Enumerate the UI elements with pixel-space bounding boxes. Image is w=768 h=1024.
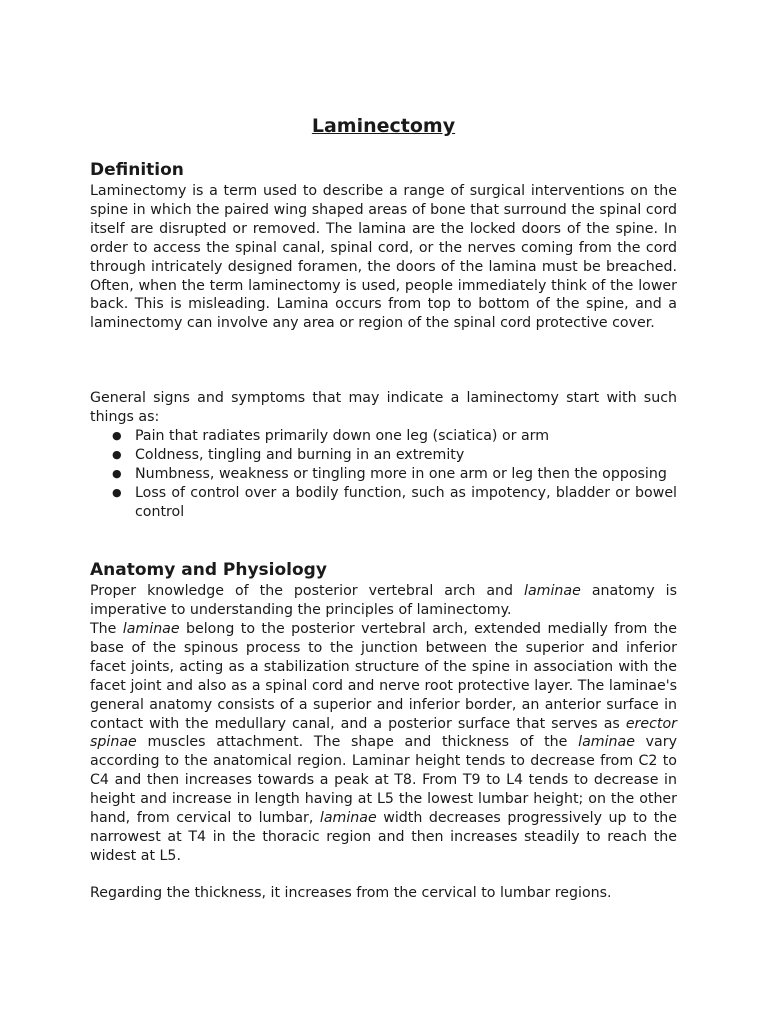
signs-intro: General signs and symptoms that may indicate a laminectomy start with such things as:	[90, 390, 677, 425]
bullet-icon: ●	[112, 466, 122, 480]
bullet-icon: ●	[112, 447, 122, 461]
text-run: width decreases progressively up to the narrowest at T4 in the thoracic region and then increases steadily to reach the widest at L5.	[90, 810, 677, 864]
bullet-icon: ●	[112, 429, 122, 442]
definition-paragraph: Laminectomy is a term used to describe a range of surgical interventions on the spine in which the paired wing shaped areas of bone that surround the spinal cord itself are disrupted or removed. The lamina are the locked doors of the spine. In order to access the spinal canal, spinal cord, or the nerves coming from the cord through intricately designed foramen, the doors of the lamina must be breached. Often, when the term laminectomy is used, people immediately think of the lower back. This is misleading. Lamina occurs from top to bottom of the spine, and a laminectomy can involve any area or region of the spinal cord protective cover.	[90, 183, 677, 332]
anatomy-heading: Anatomy and Physiology	[90, 560, 327, 580]
italic-term: laminae	[578, 734, 635, 751]
list-item-text: Numbness, weakness or tingling more in one arm or leg then the opposing	[135, 465, 667, 482]
bullet-icon: ●	[112, 485, 122, 499]
anatomy-paragraph-2	[90, 620, 677, 866]
list-item	[90, 465, 677, 484]
list-item-text: Pain that radiates primarily down one leg (sciatica) or arm	[135, 428, 550, 444]
italic-term: erector spinae	[90, 715, 677, 751]
list-item	[90, 427, 677, 446]
list-item-text: Loss of control over a bodily function, such as impotency, bladder or bowel control	[135, 484, 677, 520]
text-run: anatomy is imperative to understanding the principles of laminectomy.	[90, 583, 677, 618]
text-run: vary according to the anatomical region. Laminar height tends to decrease from C2 to C4 and then increases towards a peak at T8. From T9 to L4 tends to decrease in height and increase in length having at L5 the lowest lumbar height; on the other hand, from cervical to lumbar,	[90, 734, 677, 827]
list-item	[90, 484, 677, 522]
anatomy-paragraph-1	[90, 582, 677, 620]
anatomy-paragraph-3: Regarding the thickness, it increases from the cervical to lumbar regions.	[90, 885, 612, 901]
text-run: The	[90, 621, 123, 637]
definition-heading: Definition	[90, 160, 184, 180]
text-run: Proper knowledge of the posterior vertebral arch and	[90, 583, 525, 599]
document-title: Laminectomy	[311, 115, 456, 137]
italic-term: laminae	[319, 810, 377, 827]
italic-term: laminae	[122, 621, 180, 637]
text-run: muscles attachment. The shape and thickness of the	[136, 734, 579, 751]
list-item	[90, 446, 677, 465]
symptoms-list	[90, 427, 677, 522]
italic-term: laminae	[524, 583, 581, 599]
list-item-text: Coldness, tingling and burning in an extremity	[135, 446, 465, 463]
text-run: belong to the posterior vertebral arch, extended medially from the base of the spinous process to the junction between the superior and inferior facet joints, acting as a stabilization structure of the spine in association with the facet joint and also as a spinal cord and nerve root protective layer. The laminae's general anatomy consists of a superior and inferior border, an anterior surface in contact with the medullary canal, and a posterior surface that serves as	[90, 621, 678, 732]
